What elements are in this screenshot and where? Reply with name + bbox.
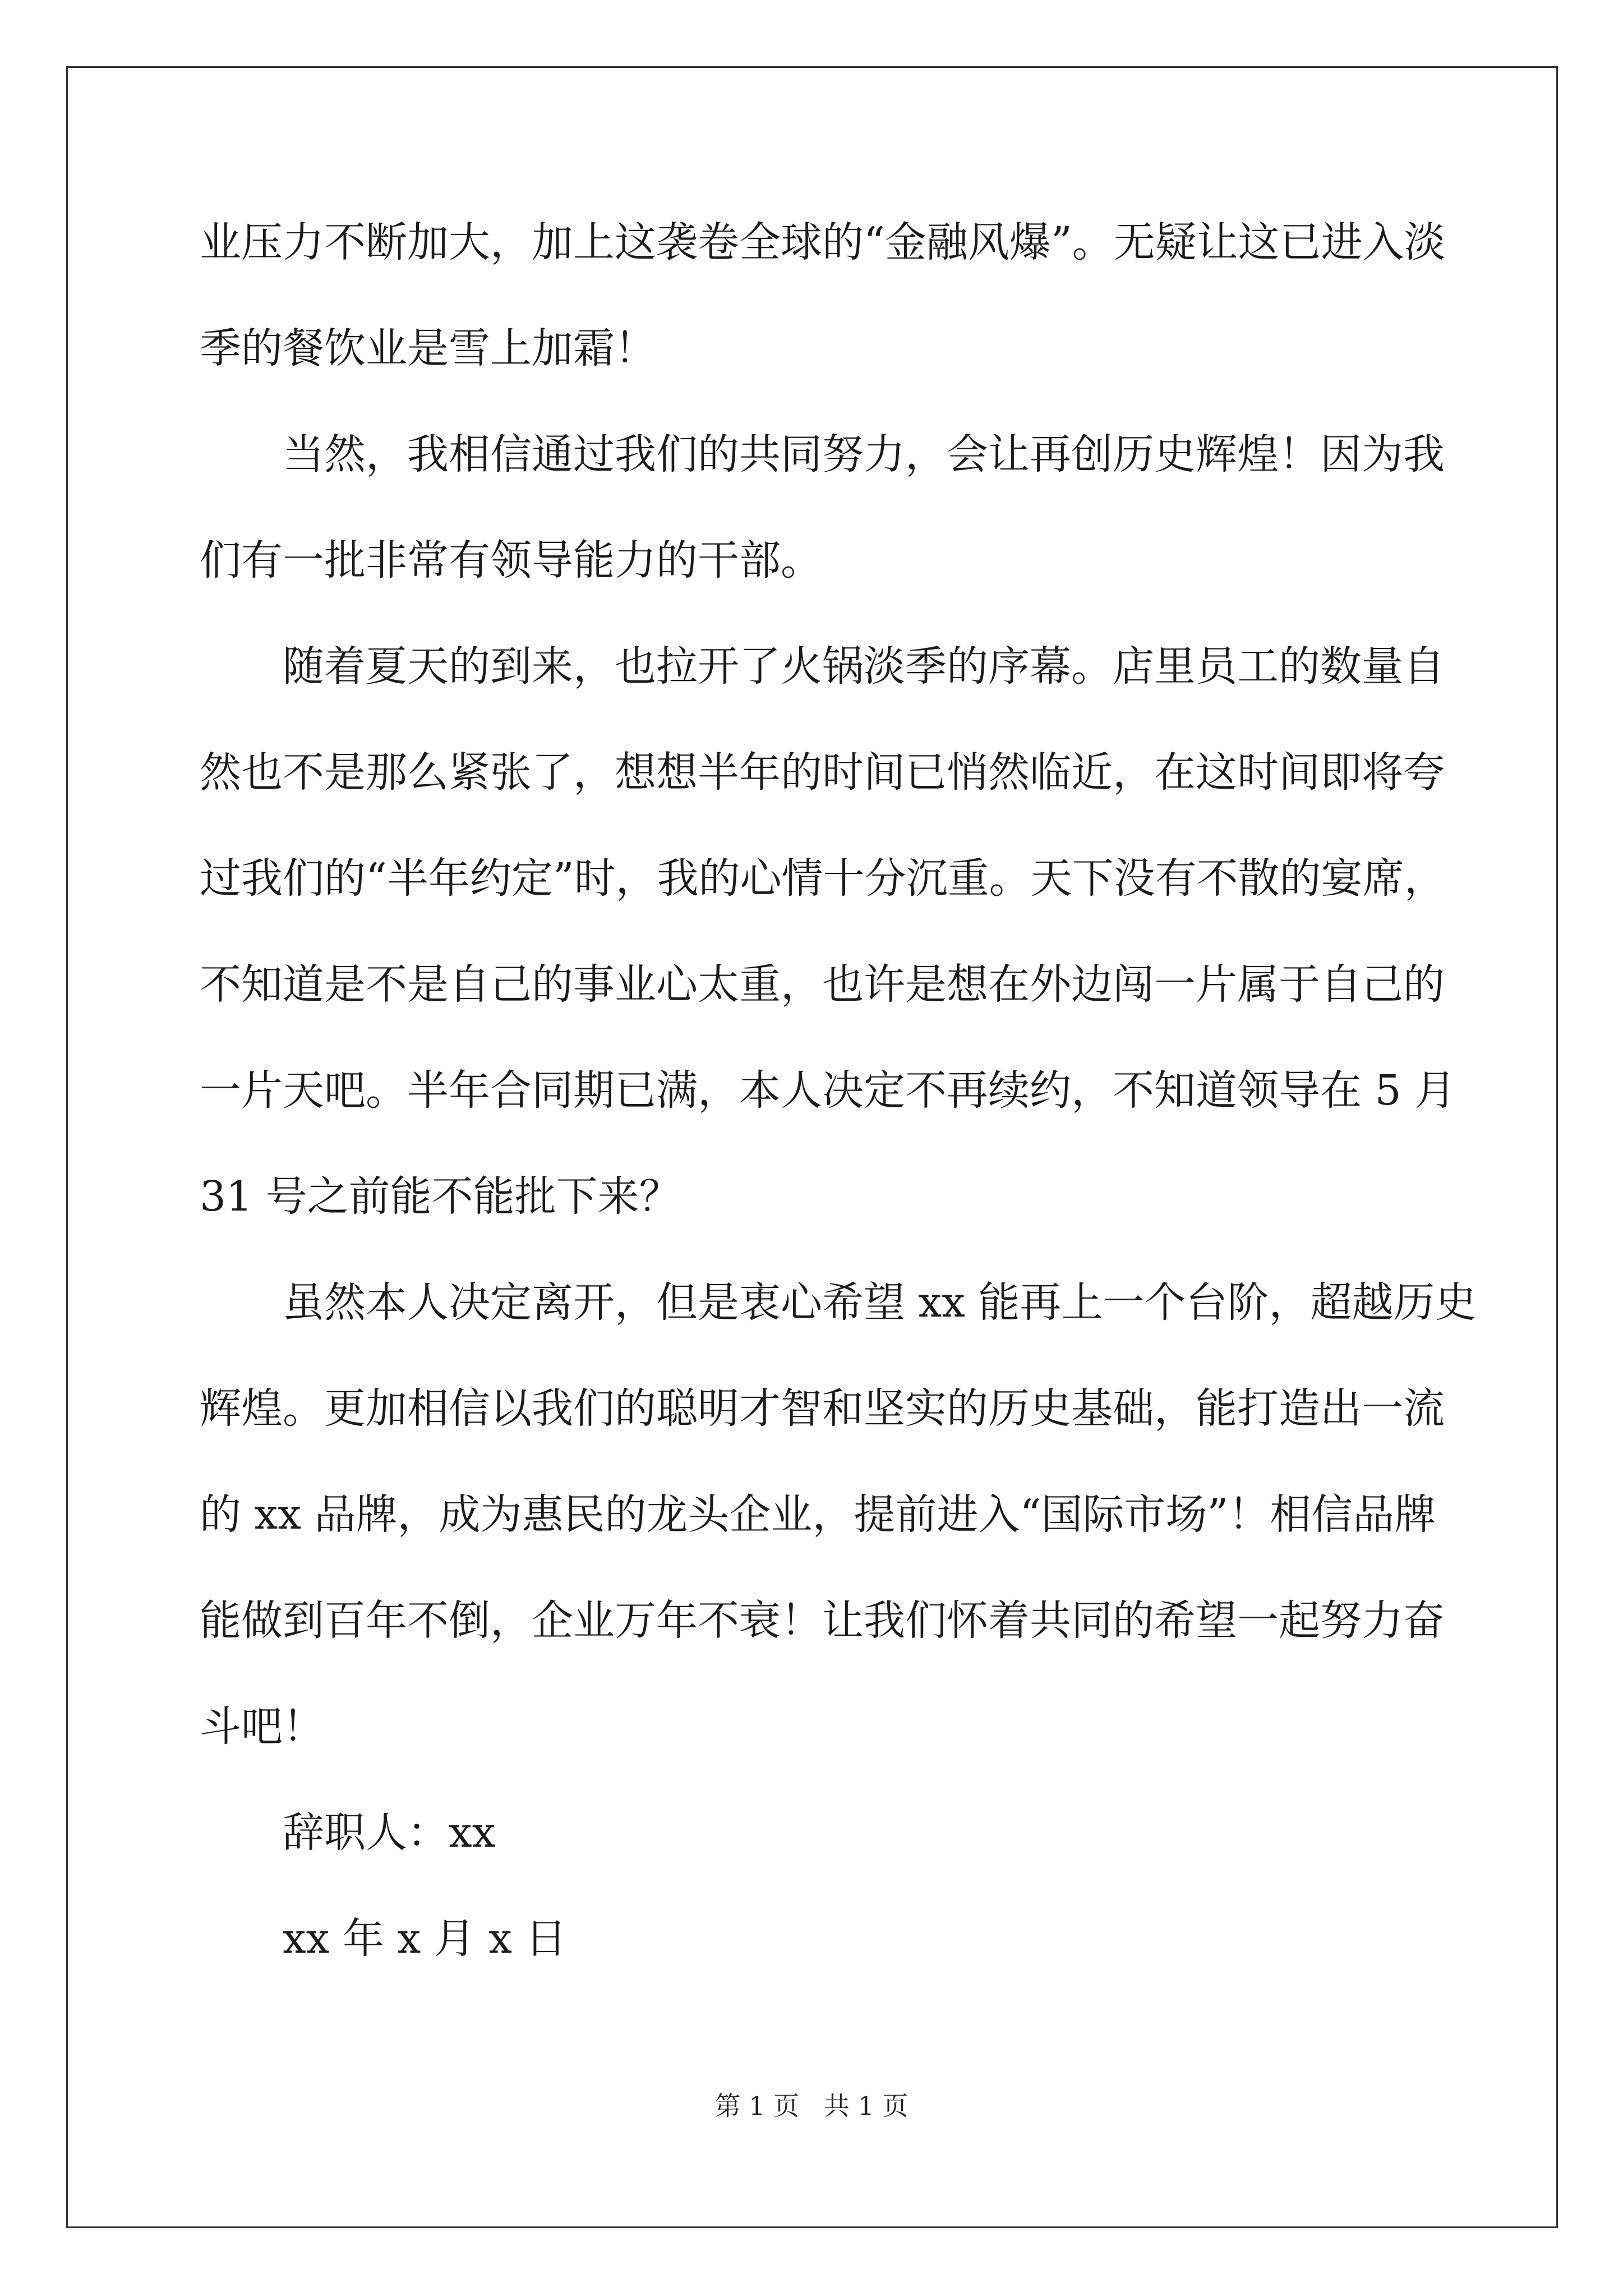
body-line-2: 季的餐饮业是雪上加霜！ xyxy=(200,324,656,372)
signature-line: 辞职人：xx xyxy=(283,1809,496,1857)
body-line-14: 能做到百年不倒，企业万年不衰！让我们怀着共同的希望一起努力奋 xyxy=(200,1596,1445,1645)
body-line-3: 当然，我相信通过我们的共同努力，会让再创历史辉煌！因为我 xyxy=(283,430,1445,478)
body-line-9: 一片天吧。半年合同期已满，本人决定不再续约，不知道领导在 5 月 xyxy=(200,1066,1456,1115)
page-number-footer: 第 1 页 共 1 页 xyxy=(714,2091,909,2121)
body-line-4: 们有一批非常有领导能力的干部。 xyxy=(200,536,822,585)
date-line: xx 年 x 月 x 日 xyxy=(283,1915,567,1963)
body-line-10: 31 号之前能不能批下来？ xyxy=(200,1172,681,1221)
page-border xyxy=(66,66,1558,2228)
body-line-7: 过我们的“半年约定”时，我的心情十分沉重。天下没有不散的宴席， xyxy=(200,854,1446,903)
body-line-6: 然也不是那么紧张了，想想半年的时间已悄然临近，在这时间即将夸 xyxy=(200,748,1445,797)
body-line-8: 不知道是不是自己的事业心太重，也许是想在外边闯一片属于自己的 xyxy=(200,960,1445,1009)
body-line-12: 辉煌。更加相信以我们的聪明才智和坚实的历史基础，能打造出一流 xyxy=(200,1384,1445,1433)
body-line-5: 随着夏天的到来，也拉开了火锅淡季的序幕。店里员工的数量自 xyxy=(283,642,1445,691)
body-line-13: 的 xx 品牌，成为惠民的龙头企业，提前进入“国际市场”！相信品牌 xyxy=(200,1490,1436,1539)
body-line-1: 业压力不断加大，加上这袭卷全球的“金融风爆”。无疑让这已进入淡 xyxy=(200,218,1446,266)
body-line-15: 斗吧！ xyxy=(200,1703,324,1751)
body-line-11: 虽然本人决定离开，但是衷心希望 xx 能再上一个台阶，超越历史 xyxy=(283,1278,1477,1327)
